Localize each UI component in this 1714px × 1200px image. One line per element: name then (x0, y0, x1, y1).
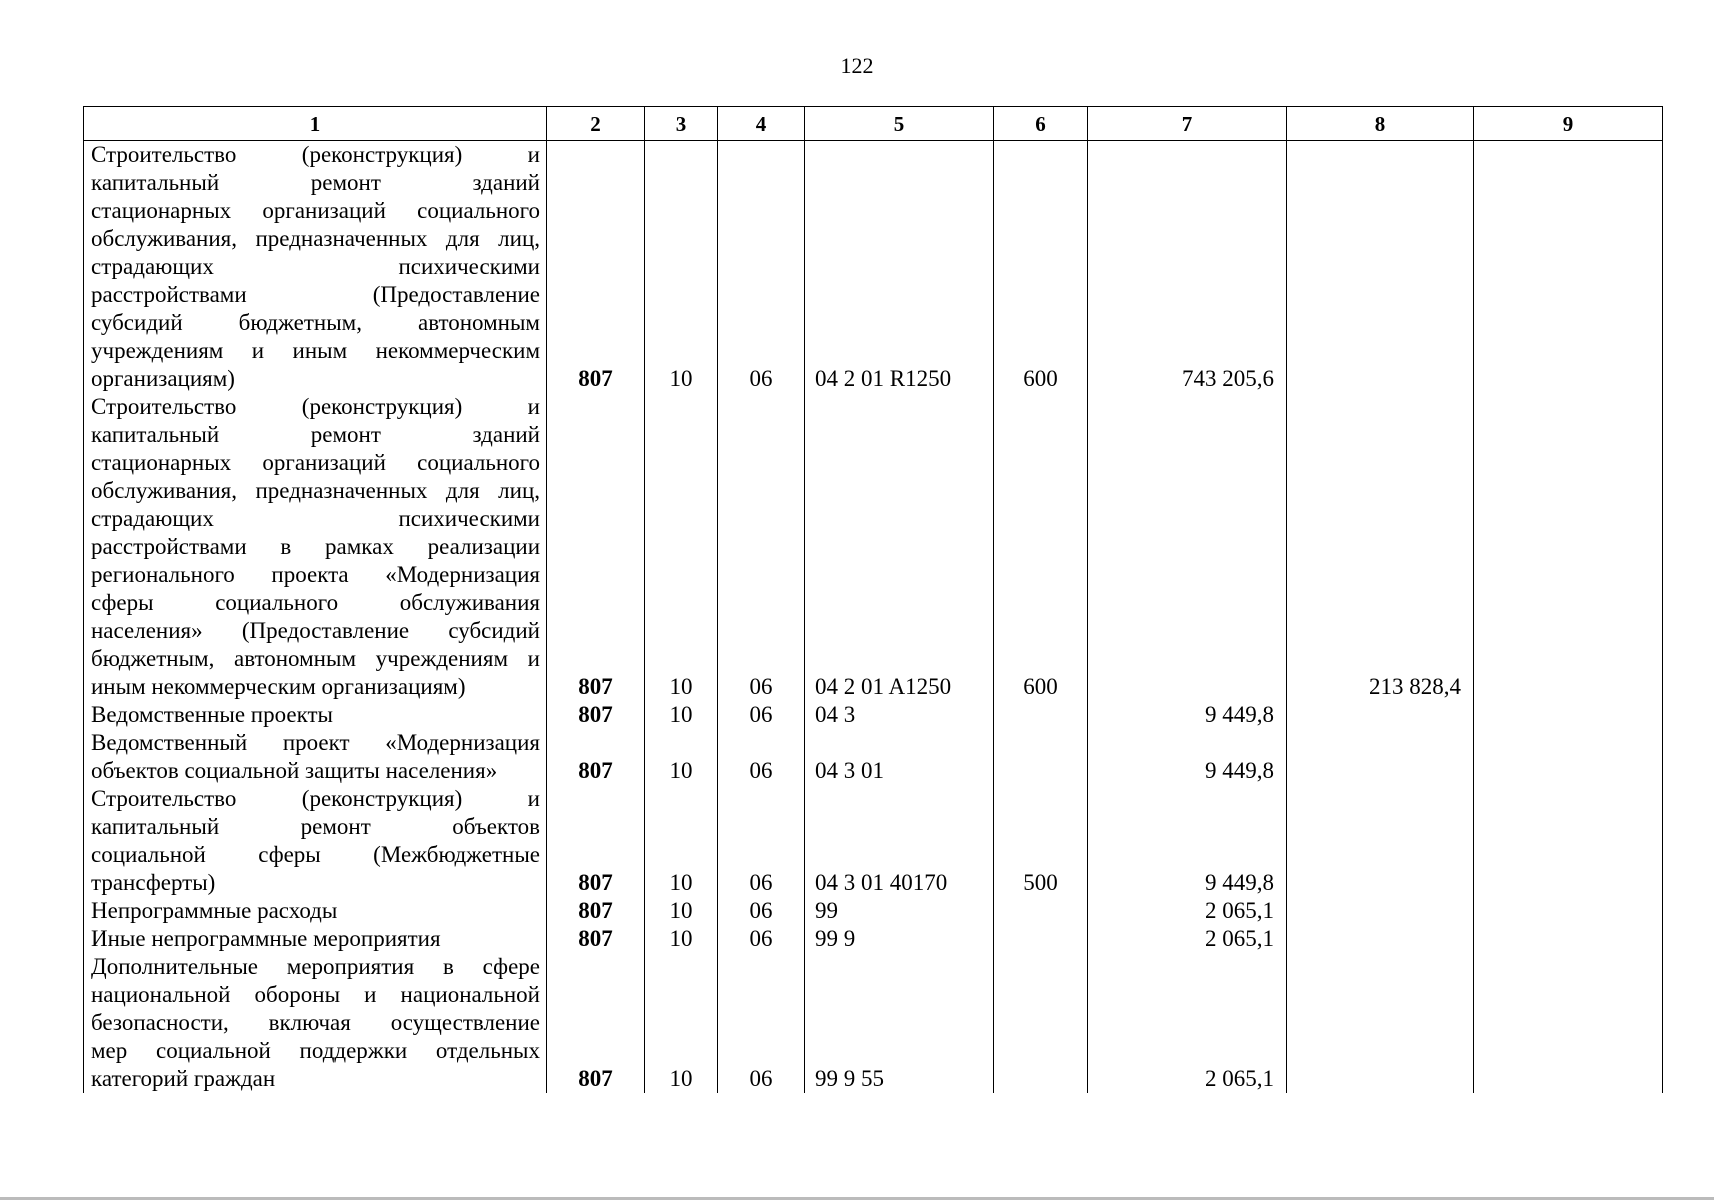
amount-col-8 (1287, 897, 1474, 925)
expense-type-code: 600 (994, 393, 1088, 701)
ministry-code: 807 (547, 897, 645, 925)
description-line: национальной обороны и национальной (91, 982, 540, 1007)
table-row (84, 925, 1663, 953)
col-header-1: 1 (84, 107, 547, 141)
ministry-code: 807 (547, 393, 645, 701)
row-description (84, 393, 547, 701)
amount-col-9 (1474, 925, 1663, 953)
budget-table (83, 106, 1663, 1093)
description-line: объектов социальной защиты населения» (91, 758, 498, 783)
amount-col-7: 9 449,8 (1088, 785, 1287, 897)
col-header-4: 4 (718, 107, 805, 141)
table-row (84, 785, 1663, 897)
description-line: капитальный ремонт зданий (91, 170, 540, 195)
subsection-code: 06 (718, 729, 805, 785)
target-article-code: 99 (805, 897, 994, 925)
section-code: 10 (645, 925, 718, 953)
col-header-2: 2 (547, 107, 645, 141)
description-line: стационарных организаций социального (91, 450, 540, 475)
subsection-code: 06 (718, 925, 805, 953)
amount-col-7 (1088, 393, 1287, 701)
ministry-code: 807 (547, 701, 645, 729)
target-article-code: 99 9 55 (805, 953, 994, 1093)
col-header-3: 3 (645, 107, 718, 141)
target-article-code: 04 3 01 (805, 729, 994, 785)
amount-col-9 (1474, 785, 1663, 897)
description-line: Ведомственные проекты (91, 702, 333, 727)
amount-col-7: 9 449,8 (1088, 729, 1287, 785)
col-header-8: 8 (1287, 107, 1474, 141)
amount-col-7: 9 449,8 (1088, 701, 1287, 729)
section-code: 10 (645, 729, 718, 785)
description-line: населения» (Предоставление субсидий (91, 618, 540, 643)
table-row (84, 141, 1663, 394)
row-description (84, 141, 547, 394)
description-line: расстройствами (Предоставление (91, 282, 540, 307)
ministry-code: 807 (547, 729, 645, 785)
amount-col-9 (1474, 393, 1663, 701)
table-body (84, 141, 1663, 1094)
expense-type-code (994, 701, 1088, 729)
col-header-9: 9 (1474, 107, 1663, 141)
amount-col-7: 2 065,1 (1088, 953, 1287, 1093)
description-line: капитальный ремонт объектов (91, 814, 540, 839)
section-code: 10 (645, 393, 718, 701)
description-line: Строительство (реконструкция) и (91, 394, 540, 419)
description-line: стационарных организаций социального (91, 198, 540, 223)
target-article-code: 04 3 (805, 701, 994, 729)
description-line: регионального проекта «Модернизация (91, 562, 540, 587)
description-line: Дополнительные мероприятия в сфере (91, 954, 540, 979)
table-header-row (84, 107, 1663, 141)
table-row (84, 729, 1663, 785)
description-line: Непрограммные расходы (91, 898, 338, 923)
amount-col-7: 2 065,1 (1088, 925, 1287, 953)
amount-col-8 (1287, 785, 1474, 897)
table-row (84, 393, 1663, 701)
description-line: трансферты) (91, 870, 216, 895)
amount-col-8 (1287, 141, 1474, 394)
description-line: субсидий бюджетным, автономным (91, 310, 540, 335)
subsection-code: 06 (718, 897, 805, 925)
row-description (84, 785, 547, 897)
col-header-6: 6 (994, 107, 1088, 141)
section-code: 10 (645, 701, 718, 729)
description-line: Иные непрограммные мероприятия (91, 926, 441, 951)
expense-type-code: 600 (994, 141, 1088, 394)
amount-col-8: 213 828,4 (1287, 393, 1474, 701)
row-description (84, 953, 547, 1093)
page-number: 122 (840, 53, 874, 78)
description-line: мер социальной поддержки отдельных (91, 1038, 540, 1063)
description-line: сферы социального обслуживания (91, 590, 540, 615)
table-row (84, 953, 1663, 1093)
subsection-code: 06 (718, 393, 805, 701)
col-header-7: 7 (1088, 107, 1287, 141)
amount-col-8 (1287, 701, 1474, 729)
col-header-5: 5 (805, 107, 994, 141)
description-line: расстройствами в рамках реализации (91, 534, 540, 559)
description-line: обслуживания, предназначенных для лиц, (91, 478, 540, 503)
description-line: капитальный ремонт зданий (91, 422, 540, 447)
section-code: 10 (645, 785, 718, 897)
expense-type-code (994, 925, 1088, 953)
expense-type-code (994, 729, 1088, 785)
expense-type-code (994, 953, 1088, 1093)
amount-col-9 (1474, 729, 1663, 785)
target-article-code: 99 9 (805, 925, 994, 953)
table-row (84, 897, 1663, 925)
subsection-code: 06 (718, 141, 805, 394)
ministry-code: 807 (547, 925, 645, 953)
subsection-code: 06 (718, 953, 805, 1093)
description-line: бюджетным, автономным учреждениям и (91, 646, 540, 671)
amount-col-9 (1474, 897, 1663, 925)
expense-type-code: 500 (994, 785, 1088, 897)
amount-col-9 (1474, 953, 1663, 1093)
ministry-code: 807 (547, 141, 645, 394)
amount-col-9 (1474, 701, 1663, 729)
row-description (84, 925, 547, 953)
amount-col-8 (1287, 729, 1474, 785)
description-line: организациям) (91, 366, 235, 391)
description-line: социальной сферы (Межбюджетные (91, 842, 540, 867)
description-line: учреждениям и иным некоммерческим (91, 338, 540, 363)
description-line: Ведомственный проект «Модернизация (91, 730, 540, 755)
table-row (84, 701, 1663, 729)
subsection-code: 06 (718, 701, 805, 729)
ministry-code: 807 (547, 785, 645, 897)
section-code: 10 (645, 953, 718, 1093)
description-line: страдающих психическими (91, 254, 540, 279)
subsection-code: 06 (718, 785, 805, 897)
section-code: 10 (645, 141, 718, 394)
row-description (84, 897, 547, 925)
description-line: категорий граждан (91, 1066, 276, 1091)
row-description (84, 701, 547, 729)
description-line: обслуживания, предназначенных для лиц, (91, 226, 540, 251)
amount-col-7: 743 205,6 (1088, 141, 1287, 394)
amount-col-7: 2 065,1 (1088, 897, 1287, 925)
expense-type-code (994, 897, 1088, 925)
description-line: Строительство (реконструкция) и (91, 142, 540, 167)
amount-col-9 (1474, 141, 1663, 394)
description-line: иным некоммерческим организациям) (91, 674, 466, 699)
target-article-code: 04 3 01 40170 (805, 785, 994, 897)
ministry-code: 807 (547, 953, 645, 1093)
section-code: 10 (645, 897, 718, 925)
description-line: безопасности, включая осуществление (91, 1010, 540, 1035)
amount-col-8 (1287, 925, 1474, 953)
description-line: страдающих психическими (91, 506, 540, 531)
amount-col-8 (1287, 953, 1474, 1093)
row-description (84, 729, 547, 785)
description-line: Строительство (реконструкция) и (91, 786, 540, 811)
target-article-code: 04 2 01 R1250 (805, 141, 994, 394)
target-article-code: 04 2 01 A1250 (805, 393, 994, 701)
